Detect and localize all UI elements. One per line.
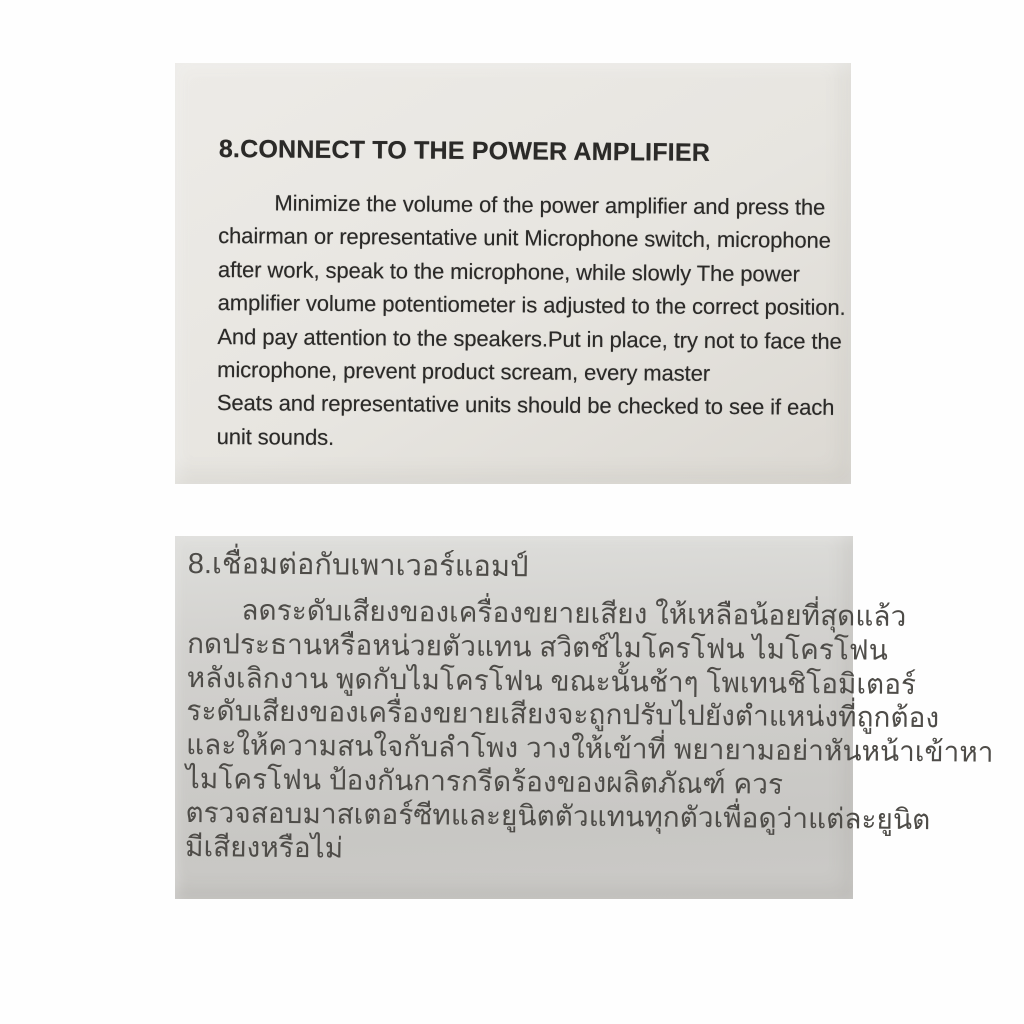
thai-page bbox=[175, 536, 994, 899]
thai-paragraph-line: ตรวจสอบมาสเตอร์ซีทและยูนิตตัวแทนทุกตัวเพื่อดูว่าแต่ละยูนิต bbox=[185, 796, 931, 835]
english-paragraph-line: unit sounds. bbox=[216, 423, 335, 450]
english-section bbox=[216, 134, 846, 458]
english-paragraph-line: chairman or representative unit Microphone switch, microphone bbox=[218, 223, 831, 254]
english-paragraph-line: And pay attention to the speakers.Put in place, try not to face the bbox=[217, 323, 842, 354]
thai-paragraph-line: ไมโครโฟน ป้องกันการกรีดร้องของผลิตภัณฑ์ ควร bbox=[185, 762, 784, 800]
thai-paragraph-line: มีเสียงหรือไม่ bbox=[184, 830, 344, 864]
thai-section-heading: 8.เชื่อมต่อกับเพาเวอร์แอมป์ bbox=[187, 547, 529, 584]
thai-paragraph-line: ลดระดับเสียงของเครื่องขยายเสียง ให้เหลือน้อยที่สุดแล้ว bbox=[241, 594, 907, 632]
thai-paragraph-line: หลังเลิกงาน พูดกับไมโครโฟน ขณะนั้นช้าๆ โพเทนชิโอมิเตอร์ bbox=[186, 661, 917, 700]
thai-section bbox=[184, 544, 994, 870]
english-page bbox=[175, 63, 851, 484]
english-paragraph-line: Seats and representative units should be checked to see if each bbox=[216, 390, 835, 421]
thai-paragraph-line: และให้ความสนใจกับลำโพง วางให้เข้าที่ พยายามอย่าหันหน้าเข้าหา bbox=[185, 729, 994, 768]
english-paragraph-line: Minimize the volume of the power amplifier and press the bbox=[274, 190, 826, 220]
thai-paragraph-line: ระดับเสียงของเครื่องขยายเสียงจะถูกปรับไปยังตำแหน่งที่ถูกต้อง bbox=[186, 695, 940, 734]
english-paragraph-line: after work, speak to the microphone, while slowly The power bbox=[217, 256, 800, 287]
thai-paragraph-line: กดประธานหรือหน่วยตัวแทน สวิตช์ไมโครโฟน ไมโครโฟน bbox=[186, 627, 888, 666]
english-section-heading: 8.CONNECT TO THE POWER AMPLIFIER bbox=[218, 134, 711, 167]
english-paragraph-line: microphone, prevent product scream, every master bbox=[217, 357, 711, 386]
english-paragraph-line: amplifier volume potentiometer is adjusted to the correct position. bbox=[217, 290, 846, 321]
